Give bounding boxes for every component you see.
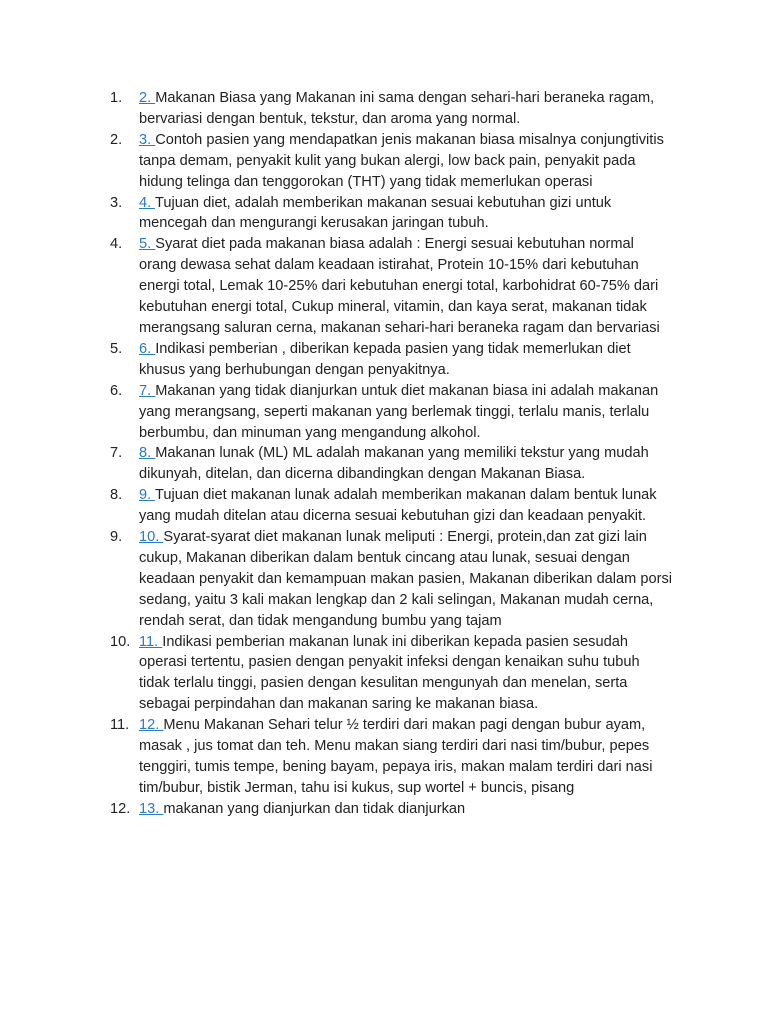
list-item bbox=[0, 88, 673, 130]
item-number: 8. bbox=[110, 487, 123, 504]
item-text: Contoh pasien yang mendapatkan jenis makanan biasa misalnya conjungtivitis tanpa demam, penyakit kulit yang bukan alergi, low back pain, penyakit pada hidung telinga dan tenggorokan (THT) yang tidak memerlukan operasi bbox=[139, 131, 664, 190]
list-item bbox=[0, 632, 673, 716]
item-text: Makanan yang tidak dianjurkan untuk diet makanan biasa ini adalah makanan yang merangsang, seperti makanan yang berlemak tinggi, terlalu manis, terlalu berbumbu, dan minuman yang mengandung alkohol. bbox=[139, 382, 659, 441]
item-number: 4. bbox=[110, 236, 123, 253]
list-item bbox=[0, 234, 673, 339]
item-text: Indikasi pemberian makanan lunak ini diberikan kepada pasien sesudah operasi tertentu, pasien dengan penyakit infeksi dengan kenaikan suhu tubuh tidak terlalu tinggi, pasien dengan kesulitan mengunyah dan menelan, serta sebagai perpindahan dan makanan saring ke makanan biasa. bbox=[139, 633, 640, 713]
item-number: 5. bbox=[110, 340, 123, 357]
item-number: 12. bbox=[110, 800, 131, 817]
item-number: 6. bbox=[110, 382, 123, 399]
item-text: Syarat-syarat diet makanan lunak meliputi : Energi, protein,dan zat gizi lain cukup, Makanan diberikan dalam bentuk cincang atau lunak, sesuai dengan keadaan penyakit dan kemampuan makan pasien, Makanan diberikan dalam porsi sedang, yaitu 3 kali makan lengkap dan 2 kali selingan, Makanan mudah cerna, rendah serat, dan tidak mengandung bumbu yang tajam bbox=[139, 529, 672, 629]
item-text: Syarat diet pada makanan biasa adalah : Energi sesuai kebutuhan normal orang dewasa sehat dalam keadaan istirahat, Protein 10-15% dari kebutuhan energi total, Lemak 10-25% dari kebutuhan energi total, karbohidrat 60-75% dari kebutuhan energi total, Cukup mineral, vitamin, dan kaya serat, makanan tidak merangsang saluran cerna, makanan sehari-hari beraneka ragam dan bervariasi bbox=[139, 236, 660, 336]
item-link[interactable]: 12. bbox=[139, 717, 164, 734]
item-link[interactable]: 7. bbox=[139, 382, 156, 399]
item-text: Makanan lunak (ML) ML adalah makanan yang memiliki tekstur yang mudah dikunyah, ditelan, dan dicerna dibandingkan dengan Makanan Biasa. bbox=[139, 445, 649, 483]
list-item bbox=[0, 339, 673, 381]
item-link[interactable]: 8. bbox=[139, 445, 156, 462]
document-page bbox=[0, 88, 768, 820]
item-number: 1. bbox=[110, 90, 123, 106]
list-item bbox=[0, 527, 673, 632]
item-link[interactable]: 9. bbox=[139, 487, 155, 504]
item-number: 9. bbox=[110, 529, 123, 546]
item-link[interactable]: 10. bbox=[139, 529, 164, 546]
list-item bbox=[0, 799, 673, 820]
item-link[interactable]: 13. bbox=[139, 800, 164, 817]
item-text: Tujuan diet, adalah memberikan makanan sesuai kebutuhan gizi untuk mencegah dan mengurangi kerusakan jaringan tubuh. bbox=[139, 194, 612, 232]
item-link[interactable]: 11. bbox=[139, 633, 163, 650]
list-item bbox=[0, 381, 673, 444]
item-number: 2. bbox=[110, 131, 123, 148]
item-text: Tujuan diet makanan lunak adalah memberikan makanan dalam bentuk lunak yang mudah ditelan atau dicerna sesuai kebutuhan gizi dan keadaan penyakit. bbox=[139, 487, 657, 525]
item-link[interactable]: 4. bbox=[139, 194, 155, 211]
item-text: Makanan Biasa yang Makanan ini sama dengan sehari-hari beraneka ragam, bervariasi dengan bentuk, tekstur, dan aroma yang normal. bbox=[139, 90, 655, 127]
item-number: 3. bbox=[110, 194, 123, 211]
item-number: 7. bbox=[110, 445, 123, 462]
item-link[interactable]: 6. bbox=[139, 340, 156, 357]
numbered-list bbox=[0, 88, 768, 820]
list-item bbox=[0, 485, 673, 527]
item-number: 10. bbox=[110, 633, 131, 650]
list-item bbox=[0, 193, 673, 235]
list-item bbox=[0, 715, 673, 799]
item-link[interactable]: 5. bbox=[139, 236, 156, 253]
list-item bbox=[0, 443, 673, 485]
item-text: Indikasi pemberian , diberikan kepada pasien yang tidak memerlukan diet khusus yang berhubungan dengan penyakitnya. bbox=[139, 340, 631, 378]
item-text: makanan yang dianjurkan dan tidak dianjurkan bbox=[163, 800, 466, 817]
item-text: Menu Makanan Sehari telur ½ terdiri dari makan pagi dengan bubur ayam, masak , jus tomat dan teh. Menu makan siang terdiri dari nasi tim/bubur, pepes tenggiri, tumis tempe, bening bayam, pepaya iris, makan malam terdiri dari nasi tim/bubur, bistik Jerman, tahu isi kukus, sup wortel + buncis, pisang bbox=[139, 717, 653, 796]
item-link[interactable]: 3. bbox=[139, 131, 156, 148]
item-link[interactable]: 2. bbox=[139, 90, 156, 106]
item-number: 11. bbox=[110, 717, 130, 734]
list-item bbox=[0, 130, 673, 193]
